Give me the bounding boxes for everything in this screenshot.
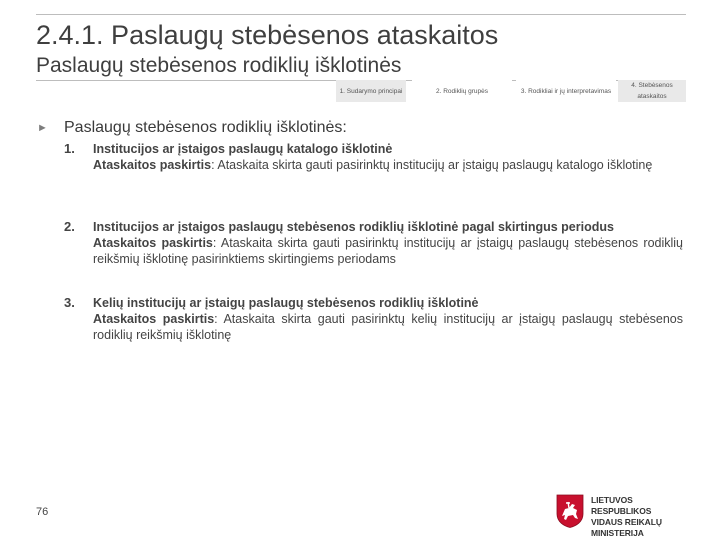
tab-rodikliu-grupes[interactable]: 2. Rodiklių grupės (412, 80, 512, 102)
item-number: 3. (64, 295, 75, 310)
tab-sudarymo-principai[interactable]: 1. Sudarymo principai (336, 80, 406, 102)
item-purpose-label: Ataskaitos paskirtis (93, 158, 212, 172)
item-number: 1. (64, 141, 75, 156)
item-purpose-text: : Ataskaita skirta gauti pasirinktų institucijų ar įstaigų paslaugų stebėsenos rodiklių reikšmių išklotinę pasirinktiems skirtingiems periodams (93, 236, 684, 266)
ministry-name-line: VIDAUS REIKALŲ (591, 517, 662, 527)
item-body (93, 141, 683, 173)
ministry-name-line: LIETUVOS RESPUBLIKOS (591, 495, 652, 516)
item-purpose-text: : Ataskaita skirta gauti pasirinktų institucijų ar įstaigų paslaugų katalogo išklotinę (211, 158, 653, 172)
page-subtitle: Paslaugų stebėsenos rodiklių išklotinės (36, 54, 402, 77)
section-heading: Paslaugų stebėsenos rodiklių išklotinės: (64, 119, 347, 136)
item-body (93, 219, 683, 267)
ministry-logo (556, 494, 686, 538)
ministry-name (591, 495, 686, 539)
item-purpose-text: : Ataskaita skirta gauti pasirinktų kelių institucijų ar įstaigų paslaugų stebėsenos rodiklių reikšmių išklotinę (93, 312, 684, 342)
bullet-arrow-icon: ► (37, 122, 48, 134)
item-title: Kelių institucijų ar įstaigų paslaugų stebėsenos rodiklių išklotinė (93, 296, 479, 310)
ministry-name-line: MINISTERIJA (591, 528, 644, 538)
item-number: 2. (64, 219, 75, 234)
page-number: 76 (36, 506, 49, 518)
top-divider (36, 14, 686, 15)
section-tabs (336, 80, 686, 102)
vytis-coat-of-arms-icon (556, 494, 584, 528)
tab-stebesenos-ataskaitos[interactable]: 4. Stebėsenos ataskaitos (618, 80, 686, 102)
page-title: 2.4.1. Paslaugų stebėsenos ataskaitos (36, 20, 499, 50)
tab-rodikliai-interpretavimas[interactable]: 3. Rodikliai ir jų interpretavimas (516, 80, 616, 102)
item-title: Institucijos ar įstaigos paslaugų katalogo išklotinė (93, 142, 393, 156)
item-purpose-label: Ataskaitos paskirtis (93, 312, 215, 326)
item-purpose-label: Ataskaitos paskirtis (93, 236, 213, 250)
item-title: Institucijos ar įstaigos paslaugų stebėsenos rodiklių išklotinė pagal skirtingus periodus (93, 220, 614, 234)
item-body (93, 295, 683, 343)
